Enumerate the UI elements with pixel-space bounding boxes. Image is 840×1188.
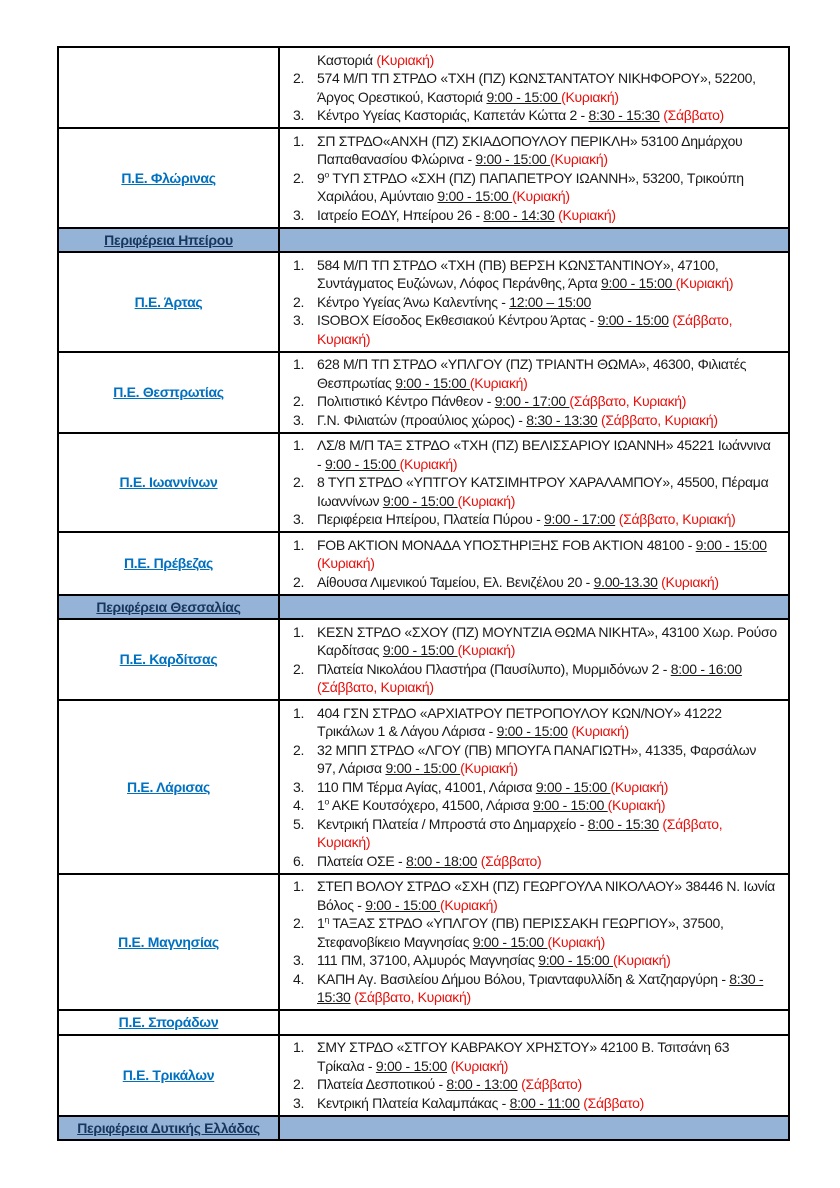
day-note: (Κυριακή) bbox=[439, 896, 498, 913]
time-range: 9:00 - 15:00 bbox=[365, 896, 440, 913]
day-note: (Κυριακή) bbox=[610, 778, 669, 795]
location-text: 574 Μ/Π ΤΠ ΣΤΡΔΟ «ΤΧΗ (ΠΖ) ΚΩΝΣΤΑΝΤΑΤΟΥ ΝΙΚΗΦΟΡΟΥ», 52200, Άργος Ορεστικού, Καστοριά bbox=[317, 70, 756, 105]
location-item bbox=[280, 169, 778, 206]
locations-cell bbox=[279, 128, 789, 228]
table-body bbox=[58, 47, 789, 1140]
location-text: 628 Μ/Π ΤΠ ΣΤΡΔΟ «ΥΠΛΓΟΥ (ΠΖ) ΤΡΙΑΝΤΗ ΘΩΜΑ», 46300, Φιλιατές Θεσπρωτίας bbox=[317, 356, 747, 391]
location-text: Κεντρική Πλατεία Καλαμπάκας - bbox=[317, 1094, 510, 1111]
region-row bbox=[58, 1035, 789, 1116]
item-number: 3. bbox=[293, 206, 305, 223]
location-text: ΚΕΣΝ ΣΤΡΔΟ «ΣΧΟΥ (ΠΖ) ΜΟΥΝΤΖΙΑ ΘΩΜΑ ΝΙΚΗΤΑ», 43100 Χωρ. Ρούσο Καρδίτσας bbox=[317, 623, 777, 658]
day-note: (Κυριακή) bbox=[317, 555, 375, 571]
location-item bbox=[280, 796, 778, 815]
region-row bbox=[58, 352, 789, 433]
location-text: ΤΥΠ ΣΤΡΔΟ «ΣΧΗ (ΠΖ) ΠΑΠΑΠΕΤΡΟΥ ΙΩΑΝΝΗ», 53200, Τρικούπη Χαριλάου, Αμύνταιο bbox=[317, 169, 744, 204]
locations-cell bbox=[279, 1035, 789, 1116]
location-text: 32 ΜΠΠ ΣΤΡΔΟ «ΛΓΟΥ (ΠΒ) ΜΠΟΥΓΑ ΠΑΝΑΓΙΩΤΗ», 41335, Φαρσάλων 97, Λάρισα bbox=[317, 741, 757, 776]
regional-unit-cell bbox=[58, 700, 279, 874]
day-note: (Κυριακή) bbox=[547, 933, 606, 950]
location-text: ΤΑΞΑΣ ΣΤΡΔΟ «ΥΠΛΓΟΥ (ΠΒ) ΠΕΡΙΣΣΑΚΗ ΓΕΩΡΓΙΟΥ», 37500, Στεφανοβίκειο Μαγνησίας bbox=[317, 915, 724, 950]
region-header-label: Περιφέρεια Ηπείρου bbox=[104, 231, 233, 248]
item-number: 1. bbox=[293, 704, 305, 721]
regional-unit-label: Π.Ε. Πρέβεζας bbox=[123, 555, 214, 571]
day-note: (Κυριακή) bbox=[457, 642, 516, 658]
day-note: (Σάββατο, Κυριακή) bbox=[317, 815, 723, 850]
time-range: 9:00 - 15:00 bbox=[324, 455, 400, 472]
region-header-row bbox=[58, 1116, 789, 1141]
day-note: (Σάββατο) bbox=[583, 1094, 644, 1111]
location-item bbox=[280, 206, 778, 225]
location-item bbox=[280, 1075, 778, 1094]
time-range: 9:00 - 15:00 bbox=[600, 275, 676, 291]
regional-unit-cell bbox=[58, 874, 279, 1011]
location-text: 8 ΤΥΠ ΣΤΡΔΟ «ΥΠΤΓΟΥ ΚΑΤΣΙΜΗΤΡΟΥ ΧΑΡΑΛΑΜΠΟΥ», 45500, Πέραμα Ιωαννίνων bbox=[317, 474, 769, 509]
location-text: 111 ΠΜ, 37100, Αλμυρός Μαγνησίας bbox=[317, 952, 539, 968]
day-note: (Κυριακή) bbox=[675, 275, 734, 291]
location-item bbox=[280, 51, 778, 70]
location-item bbox=[280, 914, 778, 951]
item-number: 3. bbox=[293, 952, 305, 968]
time-range: 8:30 - 15:30 bbox=[588, 107, 660, 123]
location-text: ISOBOX Είσοδος Εκθεσιακού Κέντρου Άρτας - bbox=[317, 312, 598, 328]
location-text: ΛΣ/8 Μ/Π ΤΑΞ ΣΤΡΔΟ «ΤΧΗ (ΠΖ) ΒΕΛΙΣΣΑΡΙΟΥ ΙΩΑΝΝΗ» 45221 Ιωάννινα - bbox=[317, 437, 771, 472]
location-item bbox=[280, 660, 778, 697]
day-note: (Κυριακή) bbox=[376, 51, 434, 68]
location-item bbox=[280, 311, 778, 348]
day-note: (Σάββατο, Κυριακή) bbox=[354, 989, 471, 1005]
regional-unit-cell bbox=[58, 352, 279, 433]
item-number: 1. bbox=[293, 437, 305, 453]
region-row bbox=[58, 252, 789, 352]
regional-unit-cell bbox=[58, 1010, 279, 1035]
time-range: 8:00 - 16:00 bbox=[670, 660, 742, 677]
item-number: 3. bbox=[293, 411, 305, 428]
location-item bbox=[280, 778, 778, 797]
item-number: 5. bbox=[293, 815, 305, 832]
day-note: (Σάββατο, Κυριακή) bbox=[569, 393, 687, 409]
day-note: (Σάββατο, Κυριακή) bbox=[600, 411, 718, 428]
region-row bbox=[58, 532, 789, 595]
item-number: 4. bbox=[293, 797, 305, 813]
time-range: 9:00 - 15:00 bbox=[382, 492, 458, 509]
location-text: Πλατεία Δεσποτικού - bbox=[317, 1076, 447, 1092]
day-note: (Κυριακή) bbox=[469, 374, 528, 391]
location-text: 584 Μ/Π ΤΠ ΣΤΡΔΟ «ΤΧΗ (ΠΒ) ΒΕΡΣΗ ΚΩΝΣΤΑΝΤΙΝΟΥ», 47100, Συντάγματος Ευζώνων, Λόφος Περάνθης, Άρτα bbox=[317, 256, 719, 291]
time-range: 9:00 - 15:00 bbox=[532, 797, 608, 813]
location-item bbox=[280, 852, 778, 871]
region-row bbox=[58, 874, 789, 1011]
location-item bbox=[280, 704, 778, 741]
day-note: (Σάββατο, Κυριακή) bbox=[317, 312, 733, 347]
locations-cell bbox=[279, 47, 789, 128]
regional-unit-label: Π.Ε. Λάρισας bbox=[127, 778, 210, 795]
location-text: ο bbox=[324, 168, 330, 179]
item-number: 1. bbox=[293, 356, 305, 372]
day-note: (Κυριακή) bbox=[399, 455, 458, 472]
location-text: 9 bbox=[317, 169, 325, 186]
item-number: 3. bbox=[293, 107, 305, 123]
region-row bbox=[58, 1010, 789, 1035]
region-header-spacer bbox=[279, 228, 789, 253]
item-number: 2. bbox=[293, 573, 305, 590]
time-range: 8:30 - 15:30 bbox=[317, 970, 764, 1005]
time-range: 9:00 - 15:00 bbox=[496, 723, 568, 739]
item-number: 1. bbox=[293, 536, 305, 553]
location-item bbox=[280, 536, 778, 573]
day-note: (Κυριακή) bbox=[512, 188, 570, 204]
item-number: 2. bbox=[293, 393, 305, 409]
location-text: Ιατρείο ΕΟΔΥ, Ηπείρου 26 - bbox=[317, 206, 484, 223]
location-text: Γ.Ν. Φιλιατών (προαύλιος χώρος) - bbox=[317, 411, 527, 428]
location-text: Περιφέρεια Ηπείρου, Πλατεία Πύρου - bbox=[317, 511, 545, 527]
region-header-cell bbox=[58, 228, 279, 253]
location-item bbox=[280, 411, 778, 430]
item-number: 3. bbox=[293, 1094, 305, 1111]
time-range: 9:00 - 17:00 bbox=[494, 393, 570, 409]
location-text: Πολιτιστικό Κέντρο Πάνθεον - bbox=[317, 393, 495, 409]
location-item bbox=[280, 815, 778, 852]
item-number: 3. bbox=[293, 511, 305, 527]
location-item bbox=[280, 473, 778, 510]
region-row bbox=[58, 47, 789, 128]
regional-unit-label: Π.Ε. Φλώρινας bbox=[121, 169, 216, 186]
location-item bbox=[280, 355, 778, 392]
location-item bbox=[280, 106, 778, 125]
location-item bbox=[280, 970, 778, 1007]
day-note: (Σάββατο) bbox=[521, 1076, 582, 1092]
location-text: ΣΜΥ ΣΤΡΔΟ «ΣΤΓΟΥ ΚΑΒΡΑΚΟΥ ΧΡΗΣΤΟΥ» 42100 Β. Τσιτσάνη 63 Τρίκαλα - bbox=[317, 1039, 730, 1074]
item-number: 2. bbox=[293, 70, 305, 86]
regional-unit-cell bbox=[58, 619, 279, 700]
location-item bbox=[280, 623, 778, 660]
location-text: Κέντρο Υγείας Άνω Καλεντίνης - bbox=[317, 293, 510, 310]
item-number: 2. bbox=[293, 293, 305, 310]
locations-cell bbox=[279, 532, 789, 595]
locations-cell bbox=[279, 1010, 789, 1035]
regional-unit-cell bbox=[58, 47, 279, 128]
day-note: (Σάββατο, Κυριακή) bbox=[317, 679, 434, 695]
day-note: (Σάββατο) bbox=[663, 107, 724, 123]
day-note: (Κυριακή) bbox=[571, 723, 629, 739]
item-number: 2. bbox=[293, 660, 305, 677]
item-number: 1. bbox=[293, 1039, 305, 1055]
time-range: 9:00 - 15:00 bbox=[535, 778, 611, 795]
time-range: 9:00 - 15:00 bbox=[375, 1057, 447, 1074]
item-number: 2. bbox=[293, 1076, 305, 1092]
location-text: 1 bbox=[317, 797, 325, 813]
region-header-row bbox=[58, 228, 789, 253]
location-text: 1 bbox=[317, 915, 325, 931]
item-number: 2. bbox=[293, 741, 305, 758]
location-item bbox=[280, 132, 778, 169]
regional-unit-cell bbox=[58, 532, 279, 595]
time-range: 8:00 - 14:30 bbox=[483, 206, 555, 223]
day-note: (Κυριακή) bbox=[550, 151, 608, 167]
location-text: η bbox=[324, 914, 330, 925]
day-note: (Σάββατο) bbox=[480, 852, 542, 869]
regional-unit-label: Π.Ε. Μαγνησίας bbox=[118, 933, 219, 950]
regional-unit-label: Π.Ε. Τρικάλων bbox=[122, 1066, 215, 1083]
time-range: 9:00 - 15:00 bbox=[538, 952, 613, 968]
item-number: 1. bbox=[293, 623, 305, 640]
time-range: 8:30 - 13:30 bbox=[526, 411, 598, 428]
location-text: ΣΠ ΣΤΡΔΟ«ΑΝΧΗ (ΠΖ) ΣΚΙΑΔΟΠΟΥΛΟΥ ΠΕΡΙΚΛΗ» 53100 Δημάρχου Παπαθανασίου Φλώρινα - bbox=[317, 132, 743, 167]
regional-unit-cell bbox=[58, 128, 279, 228]
item-number: 1. bbox=[293, 132, 305, 149]
time-range: 9:00 - 15:00 bbox=[472, 933, 548, 950]
location-item bbox=[280, 510, 778, 529]
item-number: 1. bbox=[293, 878, 305, 894]
location-item bbox=[280, 1038, 778, 1075]
time-range: 9:00 - 15:00 bbox=[437, 188, 513, 204]
location-item bbox=[280, 951, 778, 970]
regional-unit-label: Π.Ε. Ιωαννίνων bbox=[119, 474, 218, 490]
time-range: 9:00 - 15:00 bbox=[382, 642, 458, 658]
region-header-row bbox=[58, 595, 789, 620]
locations-cell bbox=[279, 433, 789, 533]
day-note: (Κυριακή) bbox=[457, 492, 516, 509]
time-range: 8:00 - 11:00 bbox=[509, 1094, 580, 1111]
location-text: FOB AKTION ΜΟΝΑΔΑ ΥΠΟΣΤΗΡΙΞΗΣ FOB AKTION 48100 - bbox=[317, 536, 696, 553]
region-header-cell bbox=[58, 1116, 279, 1141]
day-note: (Κυριακή) bbox=[450, 1057, 509, 1074]
item-number: 3. bbox=[293, 312, 305, 328]
location-item bbox=[280, 573, 778, 592]
time-range: 9:00 - 15:00 bbox=[597, 312, 669, 328]
region-row bbox=[58, 700, 789, 874]
location-item bbox=[280, 293, 778, 312]
locations-cell bbox=[279, 619, 789, 700]
time-range: 9:00 - 15:00 bbox=[385, 760, 461, 776]
regional-unit-label: Π.Ε. Καρδίτσας bbox=[119, 651, 218, 668]
location-text: 110 ΠΜ Τέρμα Αγίας, 41001, Λάρισα bbox=[317, 778, 536, 795]
time-range: 8:00 - 15:30 bbox=[587, 815, 659, 832]
time-range: 8:00 - 13:00 bbox=[446, 1076, 518, 1092]
regional-unit-label: Π.Ε. Άρτας bbox=[134, 293, 203, 310]
item-number: 2. bbox=[293, 169, 305, 186]
item-number: 1. bbox=[293, 256, 305, 273]
location-item bbox=[280, 877, 778, 914]
region-header-spacer bbox=[279, 1116, 789, 1141]
day-note: (Κυριακή) bbox=[661, 573, 719, 590]
region-row bbox=[58, 619, 789, 700]
location-item bbox=[280, 392, 778, 411]
item-number: 3. bbox=[293, 778, 305, 795]
region-header-spacer bbox=[279, 595, 789, 620]
day-note: (Κυριακή) bbox=[558, 206, 616, 223]
location-text: ΑΚΕ Κουτσόχερο, 41500, Λάρισα bbox=[329, 797, 533, 813]
day-note: (Κυριακή) bbox=[612, 952, 671, 968]
time-range: 9:00 - 15:00 bbox=[475, 151, 551, 167]
day-note: (Κυριακή) bbox=[607, 797, 666, 813]
regional-unit-cell bbox=[58, 433, 279, 533]
regional-unit-cell bbox=[58, 252, 279, 352]
time-range: 9.00-13.30 bbox=[593, 573, 658, 590]
time-range: 8:00 - 18:00 bbox=[405, 852, 478, 869]
location-text: 404 ΓΣΝ ΣΤΡΔΟ «ΑΡΧΙΑΤΡΟΥ ΠΕΤΡΟΠΟΥΛΟΥ ΚΩΝ/ΝΟΥ» 41222 Τρικάλων 1 & Λάγου Λάρισα - bbox=[317, 704, 722, 739]
time-range: 12:00 – 15:00 bbox=[509, 293, 591, 310]
item-number: 4. bbox=[293, 970, 305, 987]
day-note: (Σάββατο, Κυριακή) bbox=[618, 511, 736, 527]
location-item bbox=[280, 741, 778, 778]
time-range: 9:00 - 15:00 bbox=[695, 536, 767, 553]
day-note: (Κυριακή) bbox=[561, 88, 619, 105]
locations-cell bbox=[279, 252, 789, 352]
time-range: 9:00 - 17:00 bbox=[544, 511, 616, 527]
location-text: Πλατεία Νικολάου Πλαστήρα (Παυσίλυπο), Μυρμιδόνων 2 - bbox=[317, 660, 671, 677]
region-row bbox=[58, 433, 789, 533]
location-item bbox=[280, 69, 778, 106]
time-range: 9:00 - 15:00 bbox=[486, 88, 562, 105]
regional-unit-label: Π.Ε. Θεσπρωτίας bbox=[113, 383, 224, 400]
region-header-label: Περιφέρεια Δυτικής Ελλάδας bbox=[77, 1119, 260, 1136]
regional-unit-label: Π.Ε. Σποράδων bbox=[118, 1014, 219, 1030]
location-text: Αίθουσα Λιμενικού Ταμείου, Ελ. Βενιζέλου 20 - bbox=[317, 573, 594, 590]
time-range: 9:00 - 15:00 bbox=[395, 374, 470, 391]
location-text: Κέντρο Υγείας Καστοριάς, Καπετάν Κώττα 2 - bbox=[317, 107, 589, 123]
vaccination-locations-table bbox=[57, 46, 790, 1141]
location-text: Καστοριά bbox=[317, 51, 377, 68]
location-text: Πλατεία ΟΣΕ - bbox=[317, 852, 406, 869]
item-number: 2. bbox=[293, 915, 305, 931]
location-text: ΣΤΕΠ ΒΟΛΟΥ ΣΤΡΔΟ «ΣΧΗ (ΠΖ) ΓΕΩΡΓΟΥΛΑ ΝΙΚΟΛΑΟΥ» 38446 Ν. Ιωνία Βόλος - bbox=[317, 878, 775, 913]
locations-cell bbox=[279, 700, 789, 874]
locations-cell bbox=[279, 874, 789, 1011]
location-item bbox=[280, 1094, 778, 1113]
day-note: (Κυριακή) bbox=[460, 760, 518, 776]
region-row bbox=[58, 128, 789, 228]
regional-unit-cell bbox=[58, 1035, 279, 1116]
locations-cell bbox=[279, 352, 789, 433]
item-number: 2. bbox=[293, 474, 305, 490]
location-item bbox=[280, 256, 778, 293]
item-number: 6. bbox=[293, 852, 305, 869]
region-header-label: Περιφέρεια Θεσσαλίας bbox=[96, 598, 241, 615]
location-text: Κεντρική Πλατεία / Μπροστά στο Δημαρχείο - bbox=[317, 815, 588, 832]
location-item bbox=[280, 436, 778, 473]
region-header-cell bbox=[58, 595, 279, 620]
location-text: ΚΑΠΗ Αγ. Βασιλείου Δήμου Βόλου, Τριανταφυλλίδη & Χατζηαργύρη - bbox=[317, 970, 730, 987]
location-text: ο bbox=[324, 796, 330, 807]
